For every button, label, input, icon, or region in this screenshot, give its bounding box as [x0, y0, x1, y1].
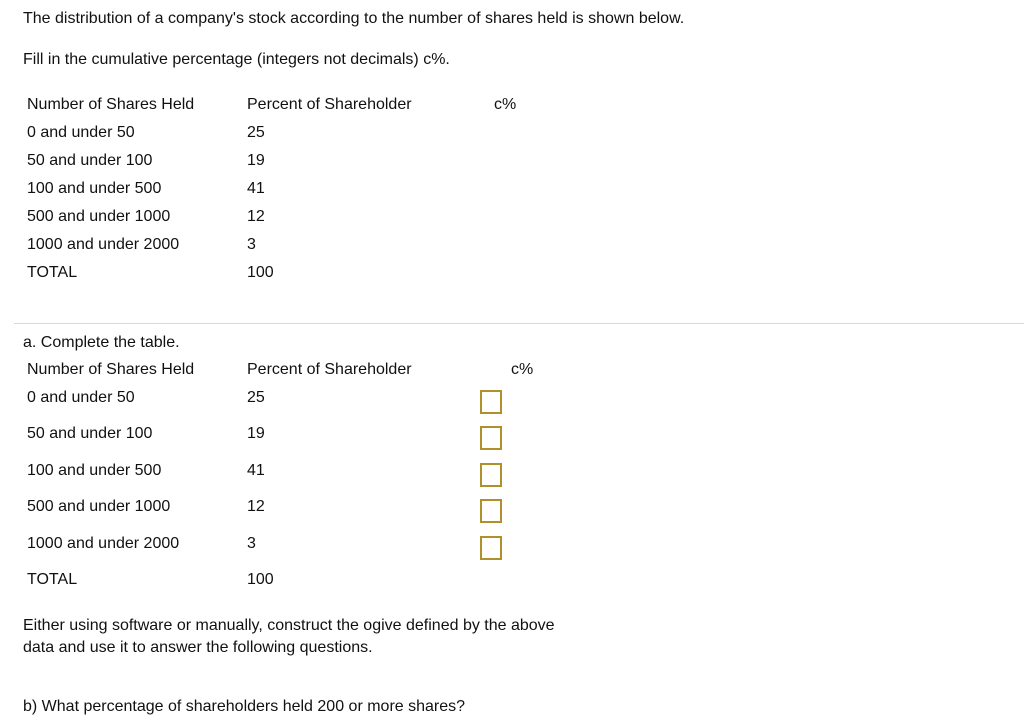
ogive-instruction-line-1: Either using software or manually, construct the ogive defined by the above	[23, 617, 555, 634]
table1-row-shares: 50 and under 100	[27, 152, 153, 169]
section-divider	[14, 323, 1024, 324]
table1-row-shares: 1000 and under 2000	[27, 236, 180, 253]
intro-line-1: The distribution of a company's stock according to the number of shares held is shown below.	[23, 10, 685, 27]
table2-row-shares: 1000 and under 2000	[27, 535, 180, 552]
table1-total-value: 100	[247, 264, 274, 281]
table1-header-cpercent: c%	[494, 96, 517, 113]
table2-header-shares: Number of Shares Held	[27, 361, 195, 378]
table1-total-label: TOTAL	[27, 264, 78, 281]
table1-row-percent: 41	[247, 180, 265, 197]
table2-row-percent: 12	[247, 498, 265, 515]
table1-header-percent: Percent of Shareholder	[247, 96, 412, 113]
table1-row-shares: 0 and under 50	[27, 124, 135, 141]
table2-total-value: 100	[247, 571, 274, 588]
table1-row-percent: 3	[247, 236, 256, 253]
cpercent-input-row-2[interactable]	[480, 426, 502, 450]
cpercent-input-row-5[interactable]	[480, 536, 502, 560]
table2-header-cpercent: c%	[511, 361, 534, 378]
table2-row-shares: 500 and under 1000	[27, 498, 171, 515]
part-a-title: a. Complete the table.	[23, 334, 180, 351]
table2-row-percent: 25	[247, 389, 265, 406]
table2-row-shares: 50 and under 100	[27, 425, 153, 442]
ogive-instruction-line-2: data and use it to answer the following questions.	[23, 639, 373, 656]
table2-row-percent: 41	[247, 462, 265, 479]
cpercent-input-row-4[interactable]	[480, 499, 502, 523]
table2-header-percent: Percent of Shareholder	[247, 361, 412, 378]
cpercent-input-row-1[interactable]	[480, 390, 502, 414]
table1-row-shares: 100 and under 500	[27, 180, 162, 197]
table1-row-percent: 19	[247, 152, 265, 169]
table2-row-percent: 19	[247, 425, 265, 442]
table1-row-shares: 500 and under 1000	[27, 208, 171, 225]
table2-row-percent: 3	[247, 535, 256, 552]
table2-total-label: TOTAL	[27, 571, 78, 588]
table1-row-percent: 25	[247, 124, 265, 141]
intro-line-2: Fill in the cumulative percentage (integers not decimals) c%.	[23, 51, 450, 68]
table1-header-shares: Number of Shares Held	[27, 96, 195, 113]
table2-row-shares: 0 and under 50	[27, 389, 135, 406]
part-b-question: b) What percentage of shareholders held 200 or more shares?	[23, 698, 466, 715]
table1-row-percent: 12	[247, 208, 265, 225]
cpercent-input-row-3[interactable]	[480, 463, 502, 487]
table2-row-shares: 100 and under 500	[27, 462, 162, 479]
